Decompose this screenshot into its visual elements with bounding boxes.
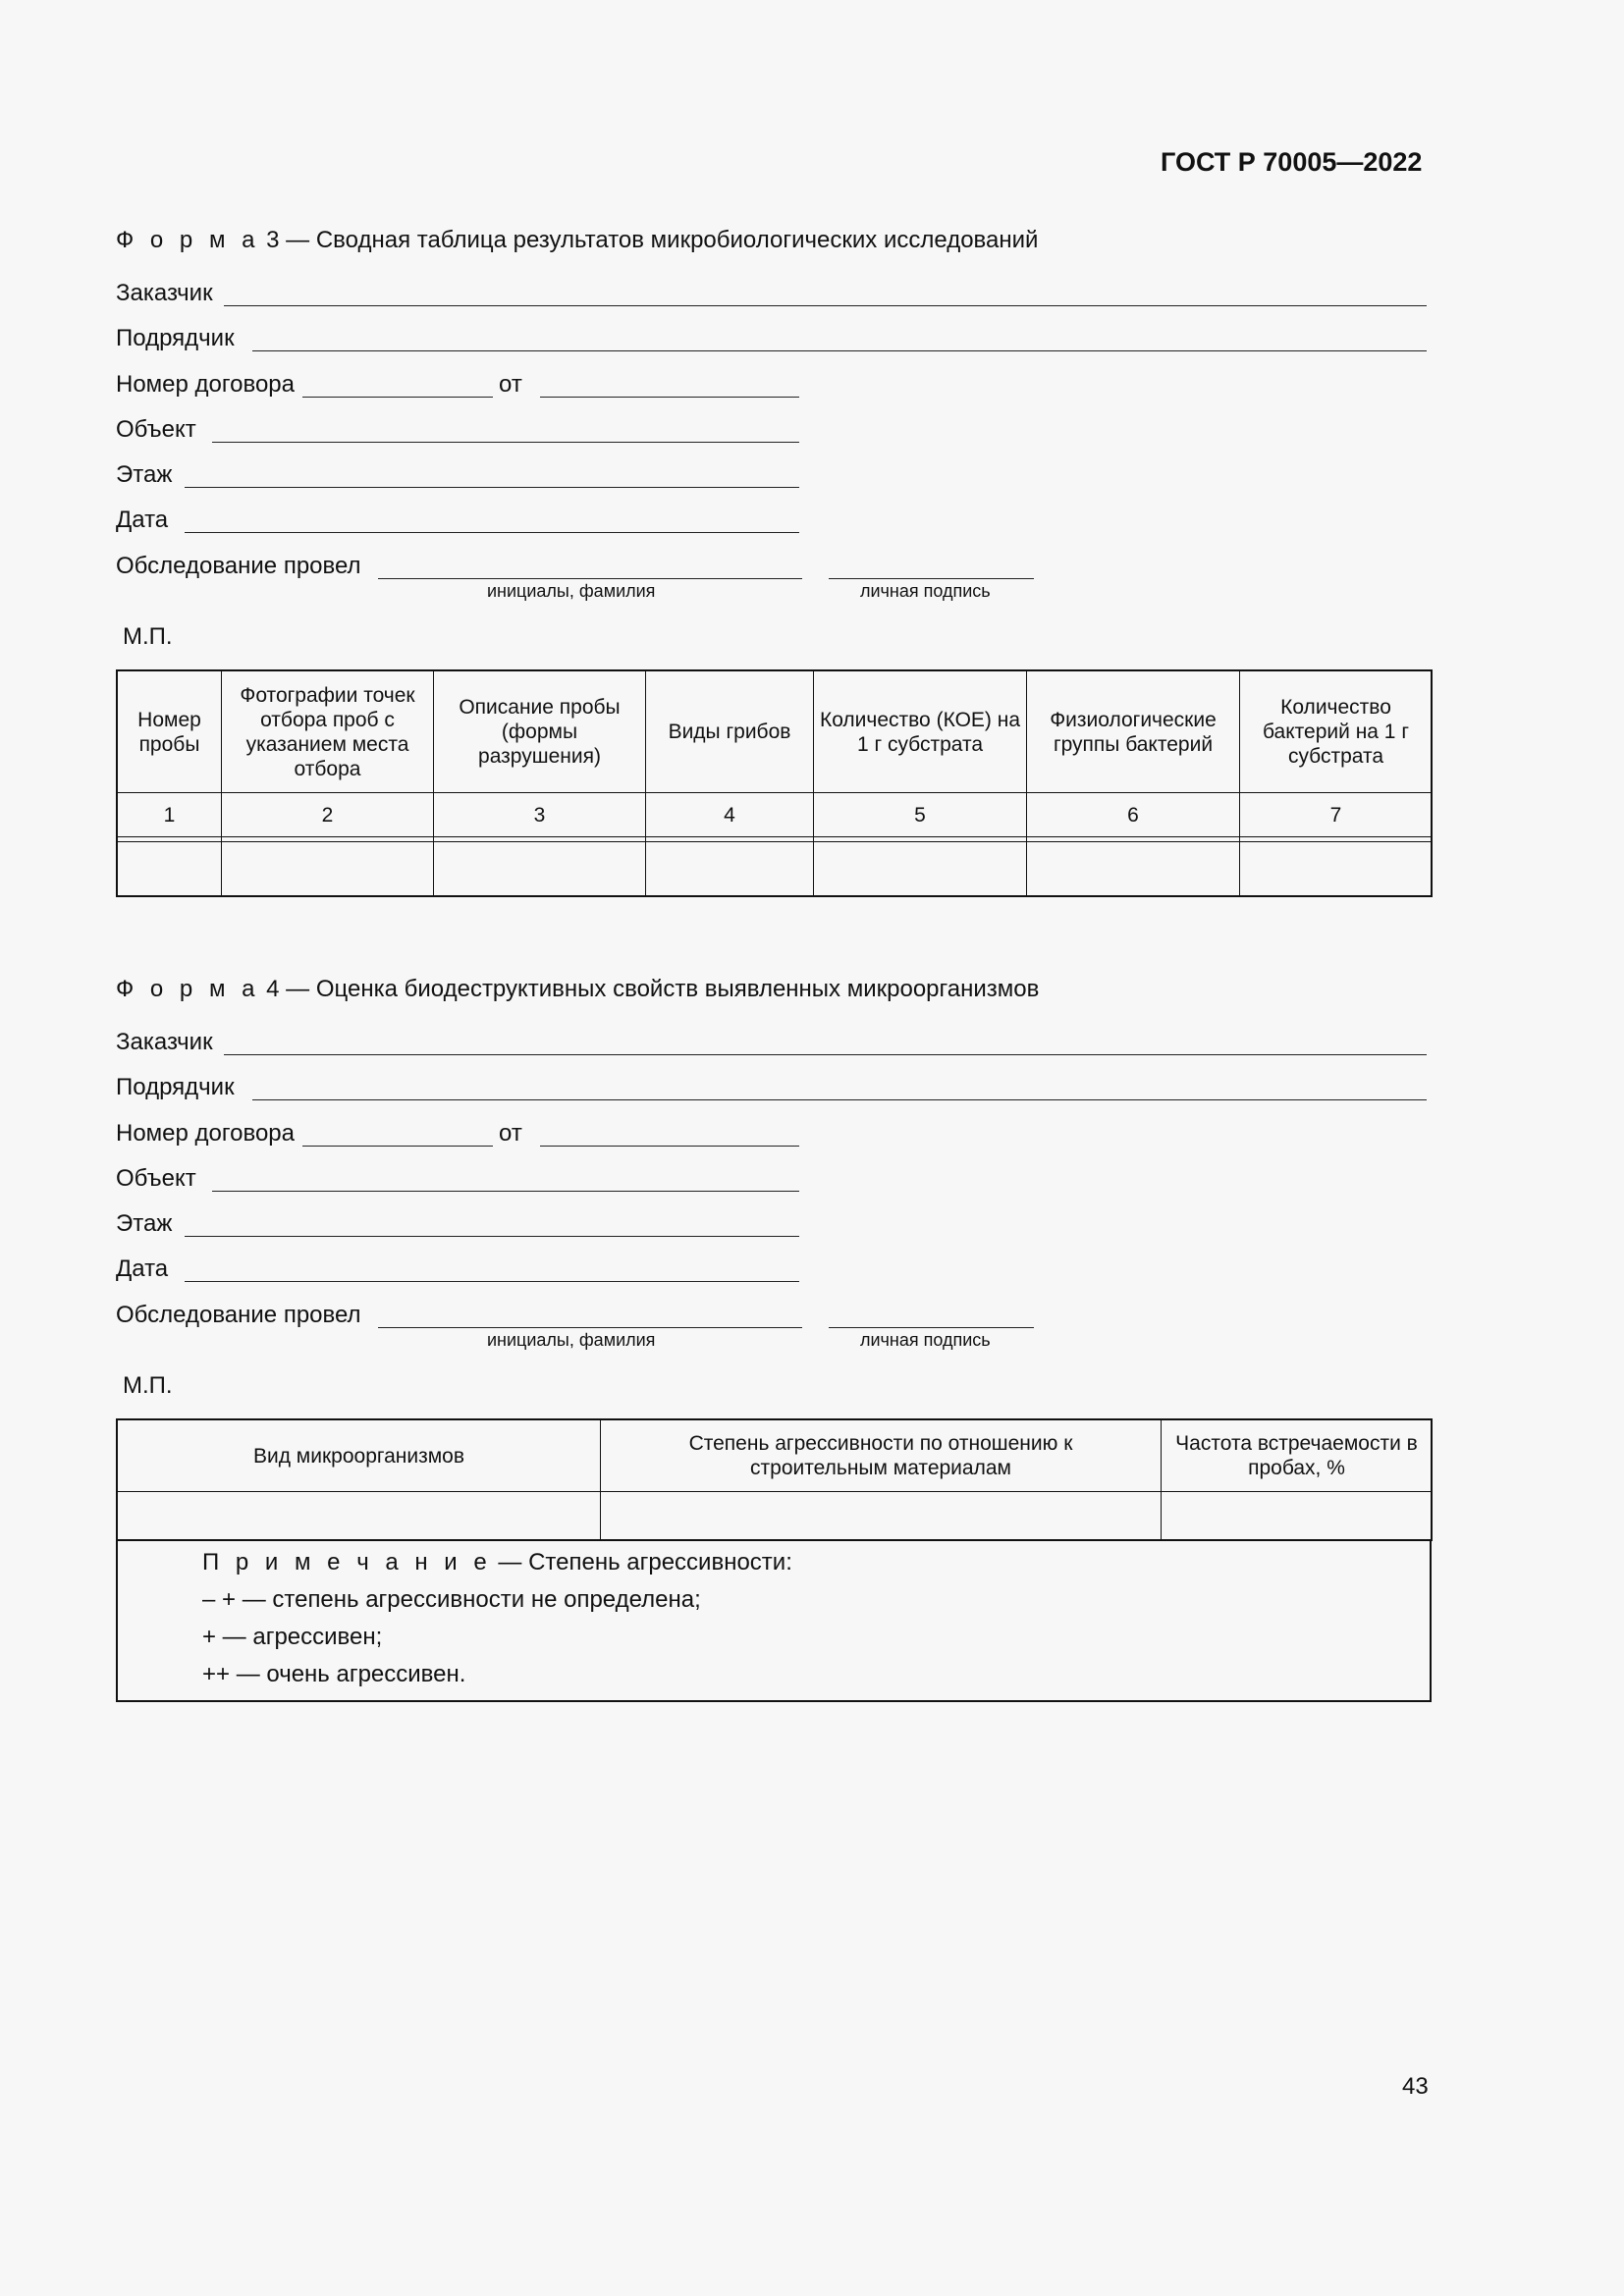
document-code: ГОСТ Р 70005—2022 <box>1161 147 1423 177</box>
form3-header-cell: Количество бактерий на 1 г субстрата <box>1240 671 1433 793</box>
form3-from-label: от <box>499 371 522 398</box>
form4-contractor-label: Подрядчик <box>116 1074 235 1100</box>
form3-header-cell: Фотографии точек отбора проб с указанием места отбора <box>222 671 434 793</box>
form3-initials-caption: инициалы, фамилия <box>487 581 656 601</box>
form3-stamp-mark: М.П. <box>123 623 173 650</box>
form4-header-row <box>118 1420 1433 1492</box>
form3-header-cell: Описание пробы (формы разрушения) <box>434 671 646 793</box>
form4-empty-cell[interactable] <box>1162 1492 1433 1540</box>
form4-date-label: Дата <box>116 1255 169 1282</box>
form3-title <box>116 227 1038 254</box>
form3-date-line[interactable] <box>185 532 799 533</box>
form3-signature-caption: личная подпись <box>860 581 991 601</box>
form3-column-number: 6 <box>1027 793 1240 837</box>
form4-header-cell: Частота встречаемости в пробах, % <box>1162 1420 1433 1492</box>
form4-title-text: 4 — Оценка биодеструктивных свойств выявленных микроорганизмов <box>266 976 1040 1002</box>
form4-customer-label: Заказчик <box>116 1029 213 1055</box>
form4-surveyed-line[interactable] <box>378 1327 802 1328</box>
form4-signature-line[interactable] <box>829 1327 1034 1328</box>
form3-contractor-label: Подрядчик <box>116 325 235 351</box>
form3-column-number: 7 <box>1240 793 1433 837</box>
form3-header-cell: Количество (КОЕ) на 1 г субстрата <box>814 671 1027 793</box>
form3-empty-cell[interactable] <box>1240 842 1433 896</box>
form3-empty-cell[interactable] <box>118 842 222 896</box>
form3-object-line[interactable] <box>212 442 799 443</box>
form3-contract-label: Номер договора <box>116 371 295 398</box>
form4-title-prefix: Ф о р м а <box>116 976 260 1002</box>
form3-empty-cell[interactable] <box>814 842 1027 896</box>
form3-header-cell: Физиологические группы бактерий <box>1027 671 1240 793</box>
form3-signature-line[interactable] <box>829 578 1034 579</box>
form3-floor-label: Этаж <box>116 461 173 488</box>
form4-empty-cell[interactable] <box>118 1492 601 1540</box>
form4-signature-caption: личная подпись <box>860 1330 991 1350</box>
form3-header-row <box>118 671 1433 793</box>
form3-customer-line[interactable] <box>224 305 1427 306</box>
form3-date-label: Дата <box>116 507 169 533</box>
form4-from-label: от <box>499 1120 522 1147</box>
form4-surveyed-label: Обследование провел <box>116 1302 361 1328</box>
form4-header-cell: Вид микроорганизмов <box>118 1420 601 1492</box>
form3-contractor-line[interactable] <box>252 350 1427 351</box>
form3-column-number: 2 <box>222 793 434 837</box>
form4-floor-line[interactable] <box>185 1236 799 1237</box>
note-line: – + — степень агрессивности не определена; <box>202 1586 701 1613</box>
form4-date-line[interactable] <box>185 1281 799 1282</box>
form4-title <box>116 976 1039 1003</box>
form3-empty-cell[interactable] <box>1027 842 1240 896</box>
form3-from-line[interactable] <box>540 397 799 398</box>
form4-from-line[interactable] <box>540 1146 799 1147</box>
form3-customer-label: Заказчик <box>116 280 213 306</box>
form3-column-number: 4 <box>646 793 814 837</box>
form3-title-text: 3 — Сводная таблица результатов микробиологических исследований <box>266 227 1039 253</box>
form3-empty-cell[interactable] <box>434 842 646 896</box>
note-label: П р и м е ч а н и е <box>202 1549 492 1575</box>
note-line: ++ — очень агрессивен. <box>202 1661 466 1687</box>
form4-header-cell: Степень агрессивности по отношению к строительным материалам <box>601 1420 1162 1492</box>
form3-header-cell: Номер пробы <box>118 671 222 793</box>
form3-empty-cell[interactable] <box>646 842 814 896</box>
form3-empty-cell[interactable] <box>222 842 434 896</box>
form4-object-line[interactable] <box>212 1191 799 1192</box>
form3-column-number: 1 <box>118 793 222 837</box>
form4-floor-label: Этаж <box>116 1210 173 1237</box>
form4-empty-row[interactable] <box>118 1492 1433 1540</box>
form3-column-number: 3 <box>434 793 646 837</box>
form4-empty-cell[interactable] <box>601 1492 1162 1540</box>
form3-empty-row[interactable] <box>118 842 1433 896</box>
form3-table <box>117 670 1433 896</box>
note-intro: — Степень агрессивности: <box>498 1549 792 1575</box>
form3-object-label: Объект <box>116 416 196 443</box>
form4-contractor-line[interactable] <box>252 1099 1427 1100</box>
note-line: + — агрессивен; <box>202 1624 383 1650</box>
form3-header-cell: Виды грибов <box>646 671 814 793</box>
form4-table <box>117 1419 1433 1540</box>
form3-title-prefix: Ф о р м а <box>116 227 260 253</box>
form4-contract-label: Номер договора <box>116 1120 295 1147</box>
form4-note-box <box>116 1539 1432 1702</box>
form3-surveyed-label: Обследование провел <box>116 553 361 579</box>
form3-column-number: 5 <box>814 793 1027 837</box>
form3-floor-line[interactable] <box>185 487 799 488</box>
note-heading <box>202 1549 792 1576</box>
form4-customer-line[interactable] <box>224 1054 1427 1055</box>
form4-contract-line[interactable] <box>302 1146 493 1147</box>
form4-initials-caption: инициалы, фамилия <box>487 1330 656 1350</box>
page-number: 43 <box>1402 2073 1429 2100</box>
form3-contract-line[interactable] <box>302 397 493 398</box>
form4-object-label: Объект <box>116 1165 196 1192</box>
form3-number-row <box>118 793 1433 837</box>
form3-surveyed-line[interactable] <box>378 578 802 579</box>
form4-stamp-mark: М.П. <box>123 1372 173 1399</box>
